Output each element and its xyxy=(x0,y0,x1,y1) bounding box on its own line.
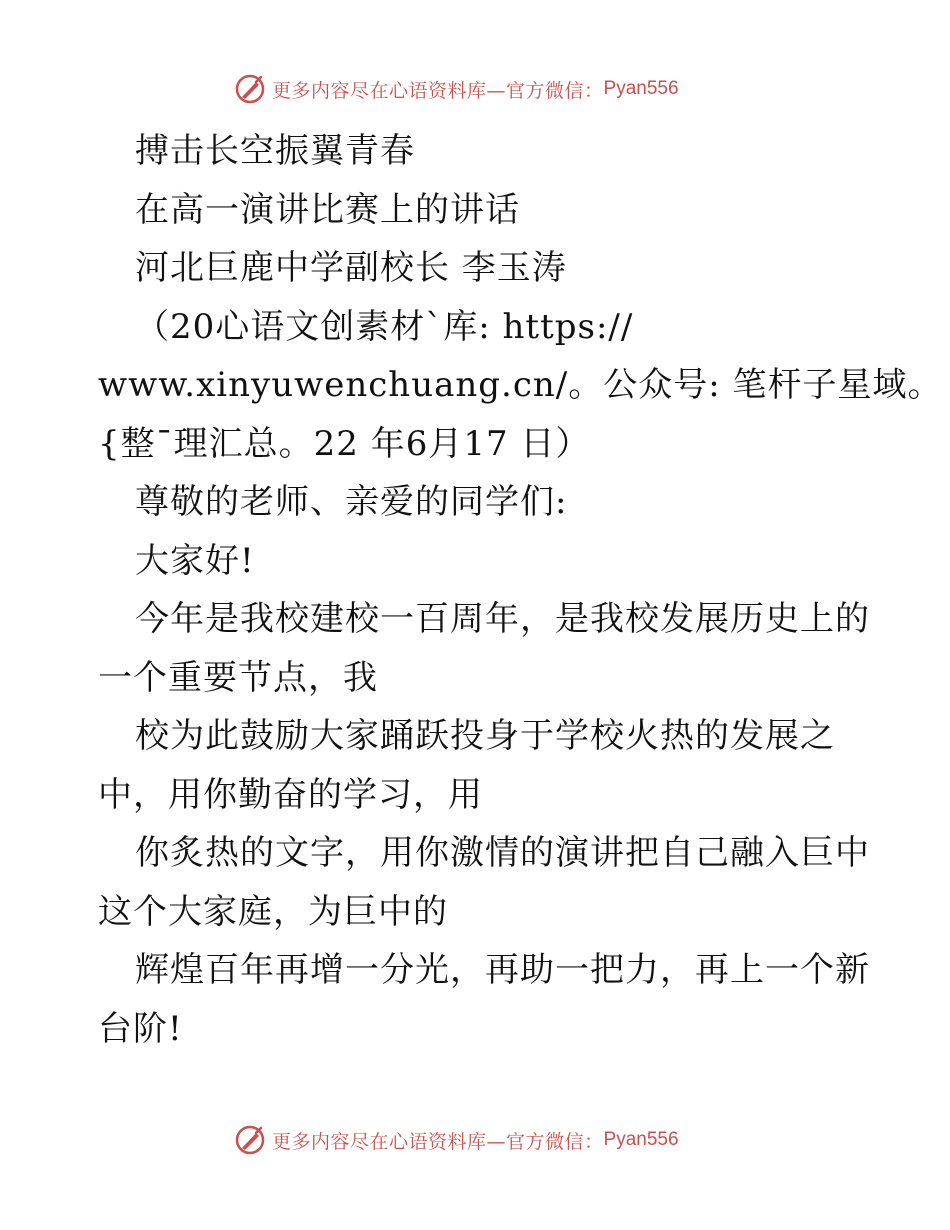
source-note-line: www.xinyuwenchuang.cn/。公众号: 笔杆子星域。 xyxy=(98,365,943,405)
speech-title: 搏击长空振翼青春 xyxy=(135,131,415,171)
header-banner xyxy=(234,72,754,106)
quill-logo-icon xyxy=(234,1124,266,1156)
source-note-line: （20心语文创素材`库: https:// xyxy=(135,306,634,347)
speech-subtitle: 在高一演讲比赛上的讲话 xyxy=(135,189,520,230)
header-banner-text: 更多内容尽在心语资料库—官方微信： xyxy=(272,79,604,102)
paragraph-line: 辉煌百年再增一分光，再助一把力，再上一个新 xyxy=(135,950,870,990)
paragraph-line: 今年是我校建校一百周年，是我校发展历史上的 xyxy=(135,599,870,639)
document-body xyxy=(98,122,943,1058)
footer-banner-id: Pyan556 xyxy=(603,1129,679,1150)
greeting: 大家好! xyxy=(135,540,255,581)
source-note-line: {整¯理汇总。22 年6月17 日） xyxy=(98,423,591,464)
quill-logo-icon xyxy=(234,73,266,105)
salutation: 尊敬的老师、亲爱的同学们: xyxy=(135,482,568,522)
paragraph-line: 中，用你勤奋的学习，用 xyxy=(98,774,483,815)
footer-banner-text: 更多内容尽在心语资料库—官方微信： xyxy=(272,1130,604,1153)
paragraph-line: 你炙热的文字，用你激情的演讲把自己融入巨中 xyxy=(135,833,870,873)
paragraph-line: 一个重要节点，我 xyxy=(98,657,378,698)
paragraph-line: 校为此鼓励大家踊跃投身于学校火热的发展之 xyxy=(135,716,835,756)
paragraph-line: 这个大家庭，为巨中的 xyxy=(98,891,448,932)
speaker-line: 河北巨鹿中学副校长 李玉涛 xyxy=(135,248,567,288)
paragraph-line: 台阶! xyxy=(98,1008,183,1049)
footer-banner xyxy=(234,1123,754,1157)
header-banner-id: Pyan556 xyxy=(603,78,679,99)
